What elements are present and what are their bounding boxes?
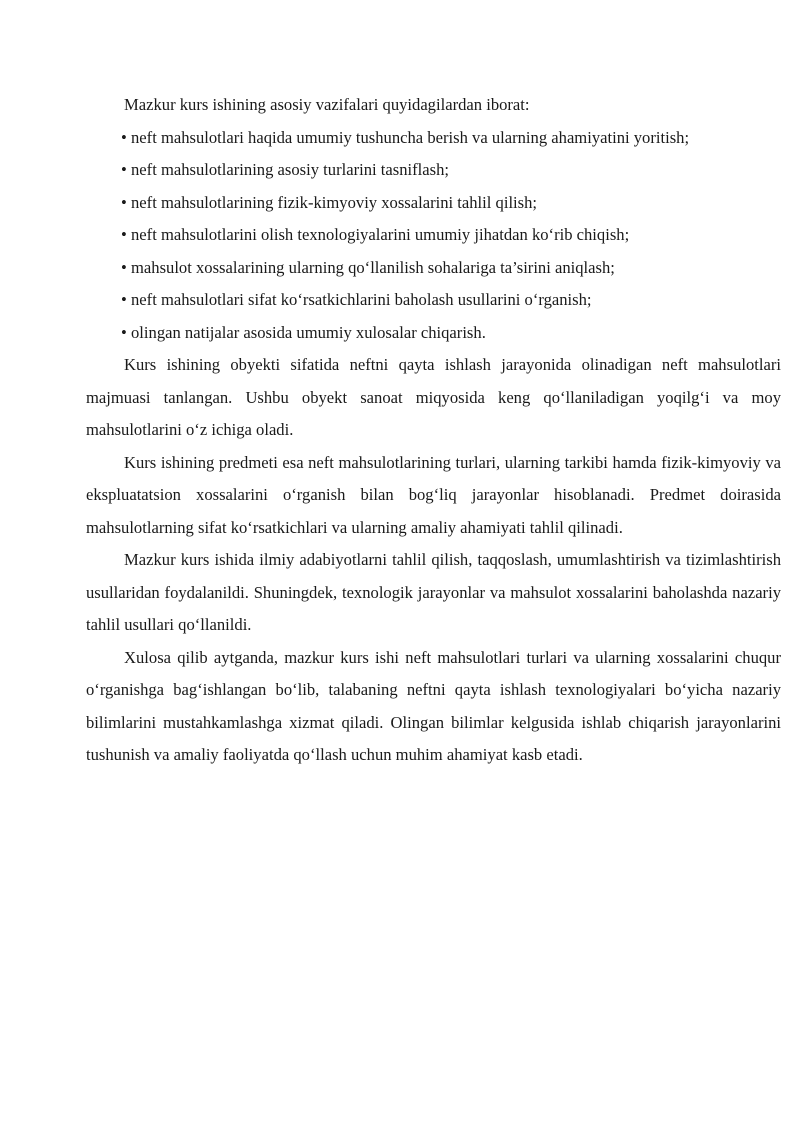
task-list bbox=[86, 122, 781, 350]
document-page bbox=[86, 89, 781, 772]
list-item bbox=[86, 219, 781, 252]
list-item bbox=[86, 122, 781, 155]
list-item-text: neft mahsulotlarining asosiy turlarini tasniflash; bbox=[131, 160, 449, 179]
bullet-icon: • bbox=[121, 257, 127, 277]
list-item-text: olingan natijalar asosida umumiy xulosalar chiqarish. bbox=[131, 322, 486, 342]
list-item bbox=[86, 154, 781, 187]
list-item-text: neft mahsulotlari sifat ko‘rsatkichlarini baholash usullarini o‘rganish; bbox=[131, 290, 592, 309]
bullet-icon: • bbox=[121, 160, 127, 179]
list-item bbox=[86, 317, 781, 350]
list-item-text: neft mahsulotlarining fizik-kimyoviy xossalarini tahlil qilish; bbox=[131, 192, 538, 212]
list-item bbox=[86, 284, 781, 317]
bullet-icon: • bbox=[121, 322, 127, 342]
list-item-text: neft mahsulotlari haqida umumiy tushuncha berish va ularning ahamiyatini yoritish; bbox=[131, 127, 690, 147]
list-item bbox=[86, 252, 781, 285]
bullet-icon: • bbox=[121, 290, 127, 309]
methods-paragraph: Mazkur kurs ishida ilmiy adabiyotlarni tahlil qilish, taqqoslash, umumlashtirish va tizimlashtirish usullaridan foydalanildi. Shuningdek, texnologik jarayonlar va mahsulot xossalarini baholashda nazariy tahlil usullari qo‘llanildi. bbox=[86, 550, 781, 634]
bullet-icon: • bbox=[121, 127, 127, 147]
subject-paragraph: Kurs ishining predmeti esa neft mahsulotlarining turlari, ularning tarkibi hamda fizik-kimyoviy va ekspluatatsion xossalarini o‘rganish bilan bog‘liq jarayonlar hisoblanadi. Predmet doirasida mahsulotlarning sifat ko‘rsatkichlari va ularning amaliy ahamiyati tahlil qilinadi. bbox=[86, 452, 781, 537]
list-item-text: mahsulot xossalarining ularning qo‘llanilish sohalariga ta’sirini aniqlash; bbox=[131, 257, 615, 277]
object-paragraph: Kurs ishining obyekti sifatida neftni qayta ishlash jarayonida olinadigan neft mahsulotlari majmuasi tanlangan. Ushbu obyekt sanoat miqyosida keng qo‘llaniladigan yoqilg‘i va moy mahsulotlarini o‘z ichiga oladi. bbox=[86, 355, 781, 439]
conclusion-paragraph: Xulosa qilib aytganda, mazkur kurs ishi neft mahsulotlari turlari va ularning xossalarini chuqur o‘rganishga bag‘ishlangan bo‘lib, talabaning neftni qayta ishlash texnologiyalari bo‘yicha nazariy bilimlarini mustahkamlashga xizmat qiladi. Olingan bilimlar kelgusida ishlab chiqarish jarayonlarini tushunish va amaliy faoliyatda qo‘llash uchun muhim ahamiyat kasb etadi. bbox=[86, 647, 781, 764]
intro-paragraph: Mazkur kurs ishining asosiy vazifalari quyidagilardan iborat: bbox=[124, 95, 530, 114]
list-item-text: neft mahsulotlarini olish texnologiyalarini umumiy jihatdan ko‘rib chiqish; bbox=[131, 225, 630, 244]
bullet-icon: • bbox=[121, 192, 127, 212]
list-item bbox=[86, 187, 781, 220]
bullet-icon: • bbox=[121, 225, 127, 244]
